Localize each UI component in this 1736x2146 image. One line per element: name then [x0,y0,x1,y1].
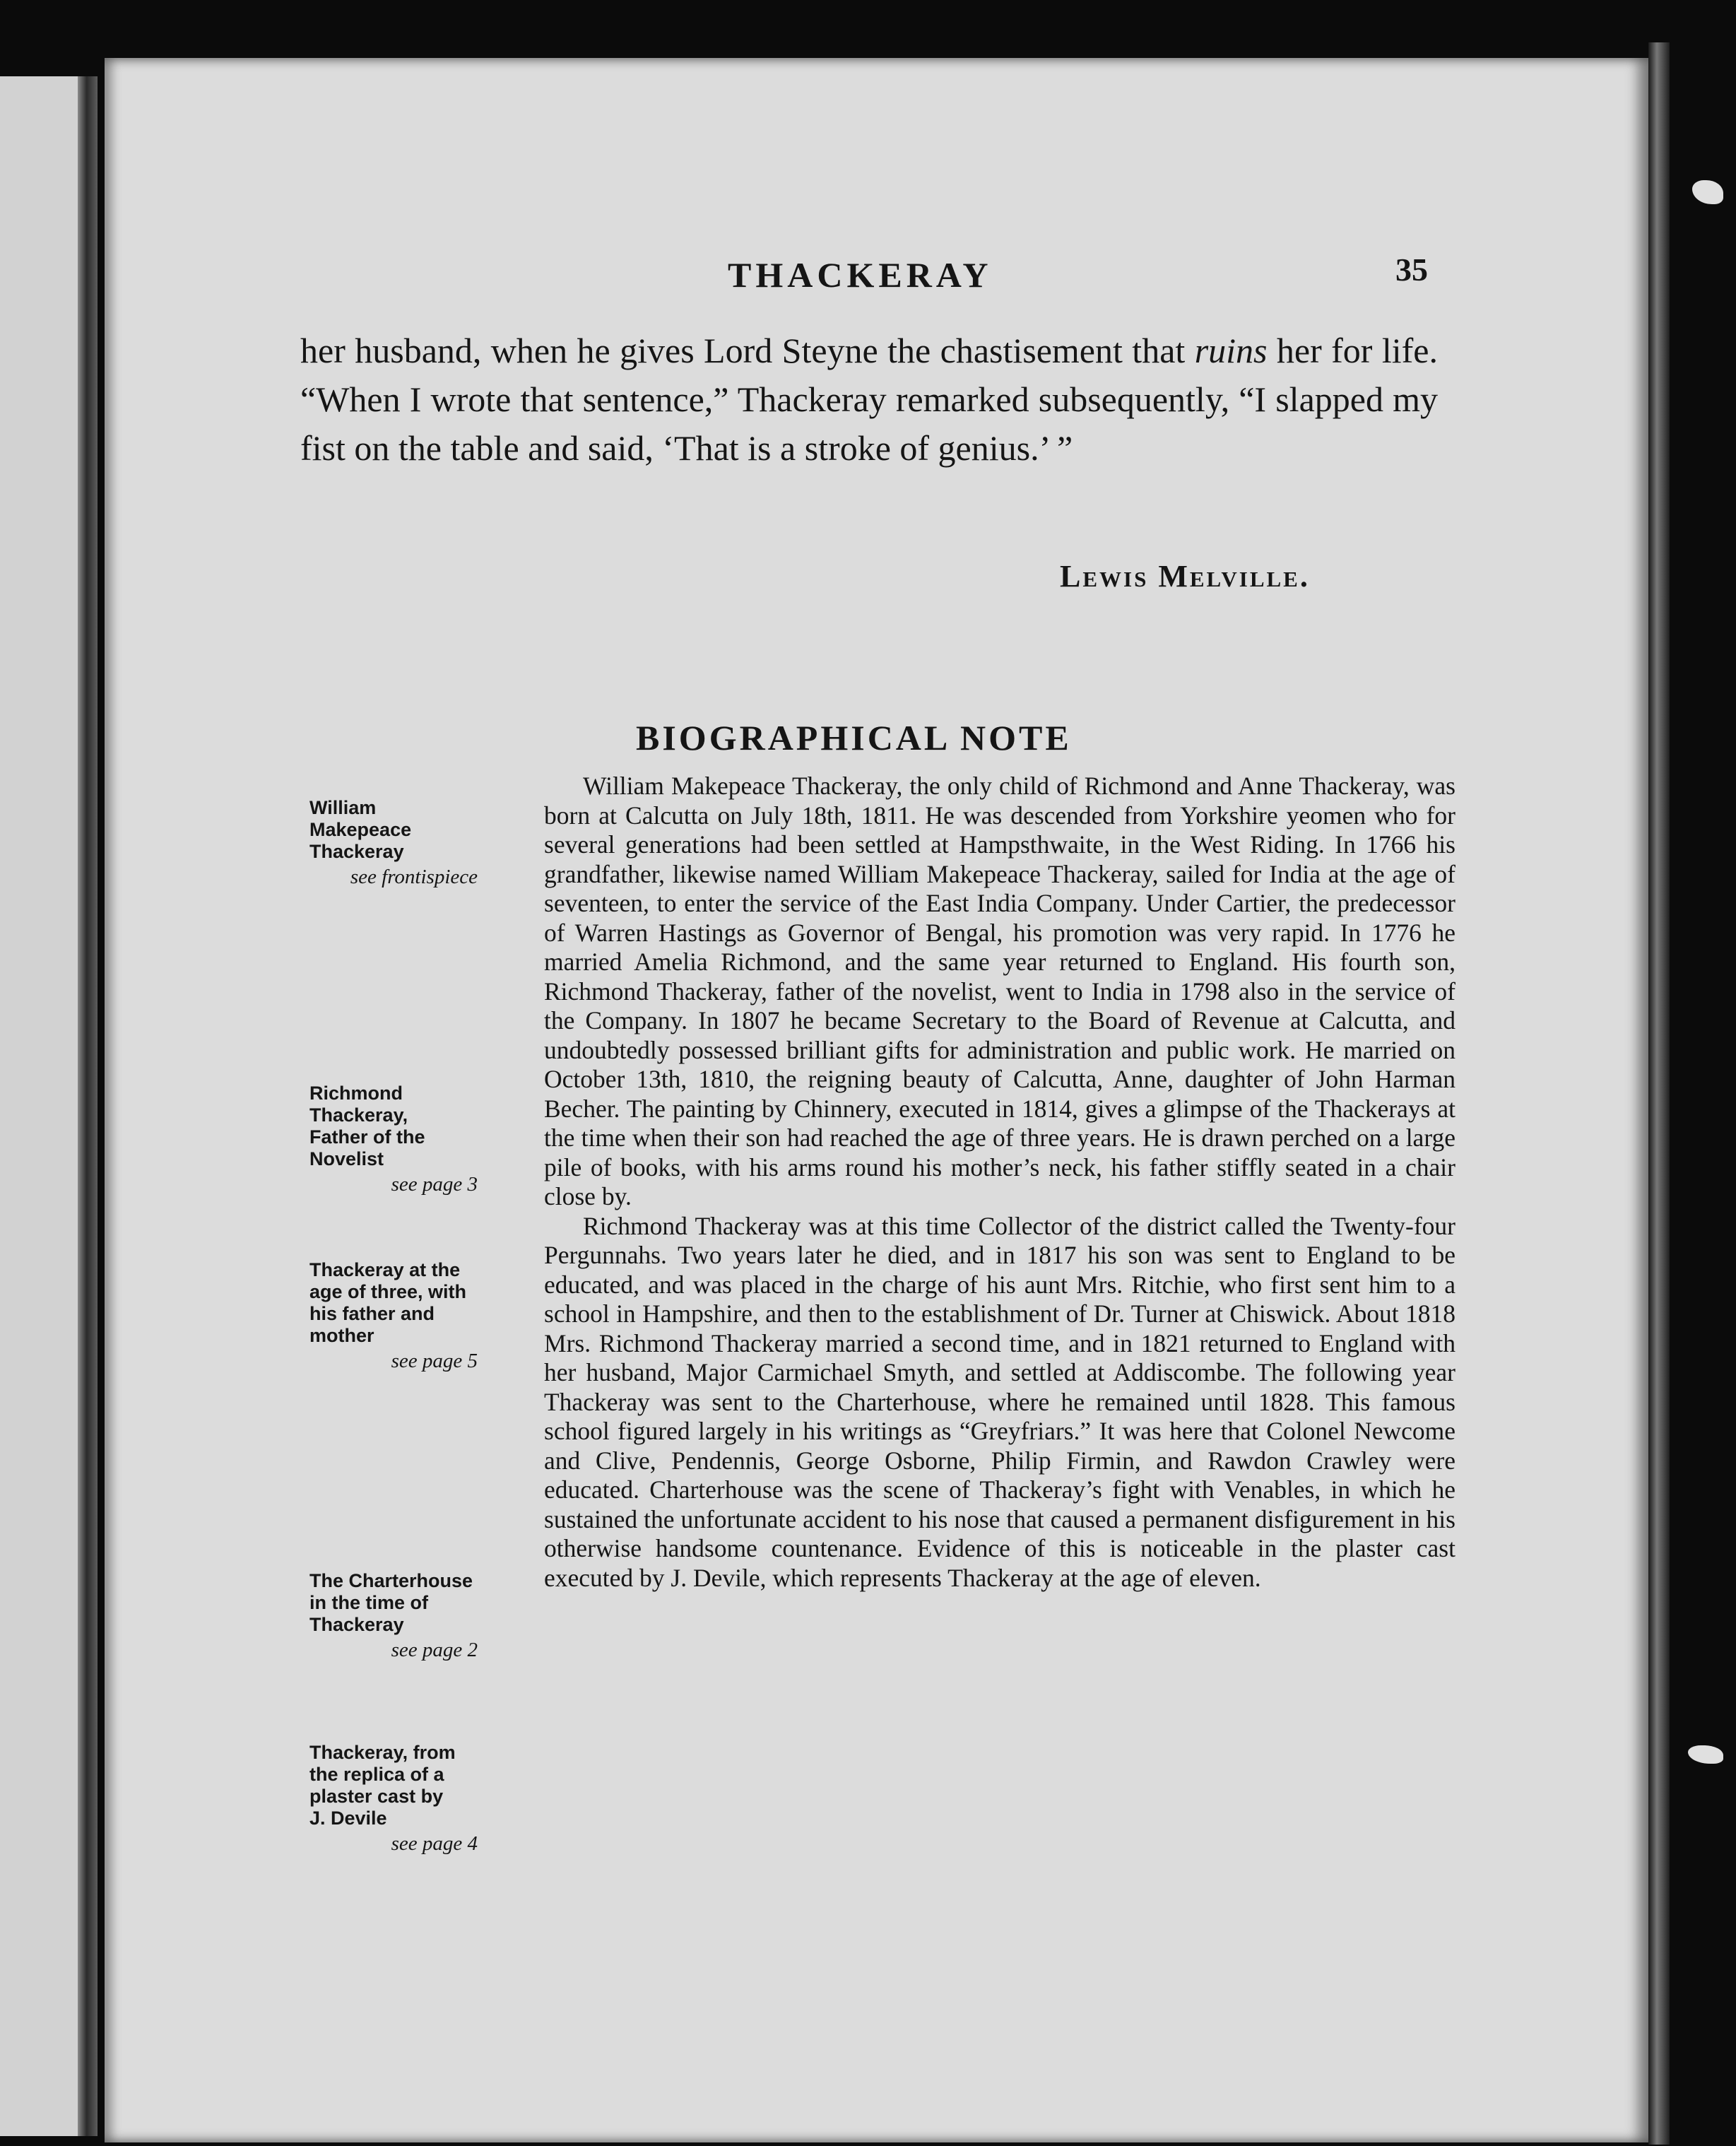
margin-note-reference: see page 5 [391,1350,478,1372]
margin-note [309,797,514,891]
margin-note [309,1083,514,1198]
biographical-text [544,772,1455,1593]
margin-note [309,1570,514,1664]
edge-mark [1688,1745,1723,1764]
author-signature: Lewis Melville. [1060,559,1310,594]
margin-note-title: The Charterhouse in the time of Thackeray [309,1570,473,1635]
margin-note-reference: see page 4 [391,1832,478,1855]
margin-note [309,1259,514,1375]
intro-text: her husband, when he gives Lord Steyne the chastisement that [300,331,1195,370]
opening-paragraph [300,326,1438,473]
margin-note-title: William Makepeace Thackeray [309,797,412,862]
margin-note-reference: see frontispiece [350,866,478,888]
margin-note-title: Richmond Thackeray, Father of the Novelist [309,1083,425,1169]
intro-text: her for life. “When I wrote that sentence,” Thackeray remarked subsequently, “I slapped my fist on the table and said, ‘That is a stroke of genius.’ ” [300,331,1438,468]
margin-note-title: Thackeray at the age of three, with his father and mother [309,1259,467,1346]
page-number: 35 [1395,252,1428,288]
running-title: THACKERAY [728,255,993,295]
margin-note [309,1742,514,1858]
margin-note-title: Thackeray, from the replica of a plaster cast by J. Devile [309,1742,456,1829]
body-paragraph: Richmond Thackeray was at this time Collector of the district called the Twenty-four Pergunnahs. Two years later he died, and in 1817 his son was sent to England to be educated, and was placed in the charge of his aunt Mrs. Ritchie, who first sent him to a school in Hampshire, and then to the establishment of Dr. Turner at Chiswick. About 1818 Mrs. Richmond Thackeray married a second time, and in 1821 returned to England with her husband, Major Carmichael Smyth, and settled at Addiscombe. The following year Thackeray was sent to the Charterhouse, where he remained until 1828. This famous school figured largely in his writings as “Greyfriars.” It was here that Colonel Newcome and Clive, Pendennis, George Osborne, Philip Firmin, and Rawdon Crawley were educated. Charterhouse was the scene of Thackeray’s fight with Venables, in which he sustained the unfortunate accident to his nose that caused a permanent disfigurement in his otherwise handsome countenance. Evidence of this is noticeable in the plaster cast executed by J. Devile, which represents Thackeray at the age of eleven. [544,1211,1455,1592]
margin-note-reference: see page 2 [391,1639,478,1661]
body-paragraph: William Makepeace Thackeray, the only child of Richmond and Anne Thackeray, was born at Calcutta on July 18th, 1811. He was descended from Yorkshire yeomen who for several generations had been settled at Hampsthwaite, in the West Riding. In 1766 his grandfather, likewise named William Makepeace Thackeray, sailed for India at the age of seventeen, to enter the service of the East India Company. Under Cartier, the predecessor of Warren Hastings as Governor of Bengal, his promotion was very rapid. In 1776 he married Amelia Richmond, and the same year returned to England. His fourth son, Richmond Thackeray, father of the novelist, went to India in 1798 also in the service of the Company. In 1807 he became Secretary to the Board of Revenue at Calcutta, and undoubtedly possessed brilliant gifts for administration and public work. He married on October 13th, 1810, the reigning beauty of Calcutta, Anne, daughter of John Harman Becher. The painting by Chinnery, executed in 1814, gives a glimpse of the Thackerays at the time when their son had reached the age of three years. He is drawn perched on a large pile of books, with his arms round his mother’s neck, his father stiffly seated in a chair close by. [544,772,1455,1210]
intro-italic-word: ruins [1194,331,1268,370]
edge-mark [1692,180,1723,204]
book-gutter [78,76,98,2136]
page-edge-shadow [1648,42,1670,2145]
section-heading: BIOGRAPHICAL NOTE [636,718,1072,757]
margin-note-reference: see page 3 [391,1173,478,1196]
